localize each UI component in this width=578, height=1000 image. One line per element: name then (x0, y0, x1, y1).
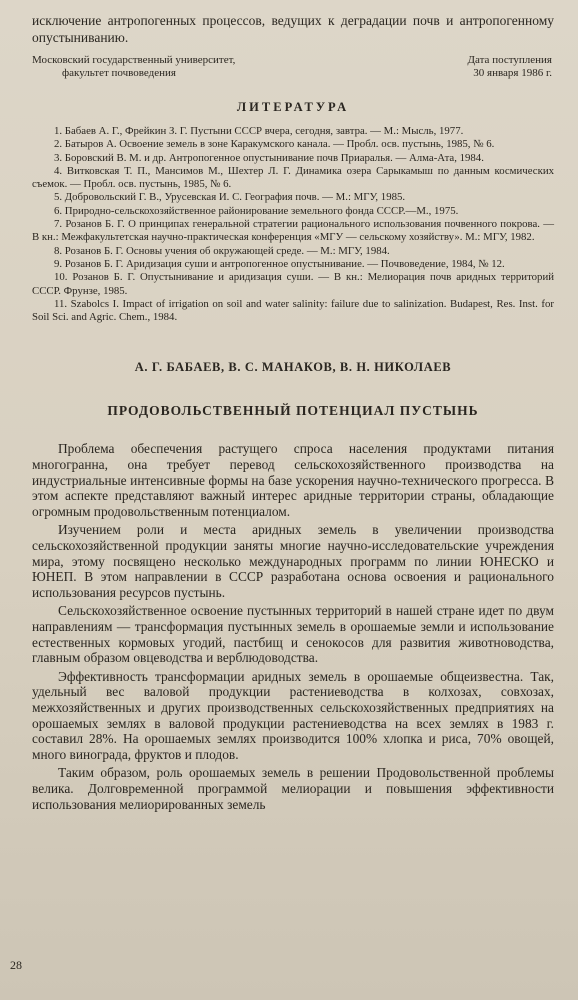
reference-item: 4. Витковская Т. П., Мансимов М., Шехтер Л. Г. Динамика озера Сарыкамыш по данным космических съемок. — Пробл. осв. пустынь, 1985, № 6. (32, 164, 554, 191)
article-title: ПРОДОВОЛЬСТВЕННЫЙ ПОТЕНЦИАЛ ПУСТЫНЬ (107, 403, 479, 419)
reference-item: 2. Батыров А. Освоение земель в зоне Каракумского канала. — Пробл. осв. пустынь, 1985, № 6. (54, 138, 495, 151)
received-label: Дата поступления (467, 54, 552, 66)
article-body (32, 441, 554, 812)
reference-item: 8. Розанов Б. Г. Основы учения об окружающей среде. — М.: МГУ, 1984. (54, 244, 390, 257)
reference-item: 6. Природно-сельскохозяйственное районирование земельного фонда СССР.—М., 1975. (54, 204, 459, 217)
body-paragraph: Проблема обеспечения растущего спроса населения продуктами питания многогранна, она требует перевод сельскохозяйственного производства на индустриальные интенсивные формы на базе ускорения научно-технического прогресса. В этом аспекте представляют важный интерес аридные территории страны, обладающие огромным продовольственным потенциалом. (32, 441, 554, 519)
reference-item: 11. Szabolcs I. Impact of irrigation on soil and water salinity: failure due to salinization. Budapest, Res. Inst. for Soil Sci. and Agric. Chem., 1984. (32, 297, 554, 324)
article-authors: А. Г. БАБАЕВ, В. С. МАНАКОВ, В. Н. НИКОЛАЕВ (134, 360, 452, 375)
received-date (468, 54, 554, 80)
reference-item: 1. Бабаев А. Г., Фрейкин З. Г. Пустыни СССР вчера, сегодня, завтра. — М.: Мысль, 1977. (54, 125, 464, 137)
reference-item: 9. Розанов Б. Г. Аридизация суши и антропогенное опустынивание. — Почвоведение, 1984, № 12. (54, 257, 505, 270)
affiliation-line-2: факультет почвоведения (62, 67, 176, 79)
body-paragraph: Сельскохозяйственное освоение пустынных территорий в нашей стране идет по двум направлениям — трансформация пустынных земель в орошаемые земли и использование естественных кормовых угодий, пастбищ и сенокосов для развития животноводства, главным образом овцеводства и верблюдоводства. (32, 603, 554, 666)
previous-article-conclusion: исключение антропогенных процессов, ведущих к деградации почв и антропогенному опустыниванию. (32, 13, 554, 45)
reference-item: 10. Розанов Б. Г. Опустынивание и аридизация суши. — В кн.: Мелиорация почв аридных территорий СССР. Фрунзе, 1985. (32, 271, 554, 297)
affiliation-block (32, 54, 554, 80)
body-paragraph: Изучением роли и места аридных земель в увеличении производства сельскохозяйственной продукции заняты многие научно-исследовательские учреждения мира, этому посвящено несколько международных программ по линии ЮНЕСКО и ЮНЕП. В этом направлении в СССР разработана основа освоения и рационального использования ресурсов пустынь. (32, 522, 554, 600)
page-number: 28 (10, 958, 22, 972)
body-paragraph: Таким образом, роль орошаемых земель в решении Продовольственной проблемы велика. Долговременной программой мелиорации и повышения эффективности использования мелиорированных земель (32, 765, 554, 812)
reference-item: 7. Розанов Б. Г. О принципах генеральной стратегии рационального использования почвенного покрова. — В кн.: Межфакультетская научно-практическая конференция «МГУ — сельскому хозяйству». М.: МГУ, 1982. (32, 218, 554, 244)
references-list (32, 125, 554, 324)
received-date-value: 30 января 1986 г. (473, 67, 552, 79)
reference-item: 3. Боровский В. М. и др. Антропогенное опустынивание почв Приаралья. — Алма-Ата, 1984. (54, 151, 484, 164)
references-heading: ЛИТЕРАТУРА (236, 100, 350, 114)
body-paragraph: Эффективность трансформации аридных земель в орошаемые общеизвестна. Так, удельный вес валовой продукции растениеводства в колхозах, совхозах, межхозяйственных и других производственных сельскохозяйственных предприятиях на орошаемых землях в валовой продукции растениеводства на всех землях в 1983 г. составил 28%. На орошаемых землях производится 100% хлопка и риса, 70% овощей, много винограда, фруктов и плодов. (32, 668, 554, 762)
affiliation-line-1: Московский государственный университет, (32, 54, 236, 66)
reference-item: 5. Добровольский Г. В., Урусевская И. С. География почв. — М.: МГУ, 1985. (54, 191, 406, 204)
affiliation (32, 54, 235, 80)
